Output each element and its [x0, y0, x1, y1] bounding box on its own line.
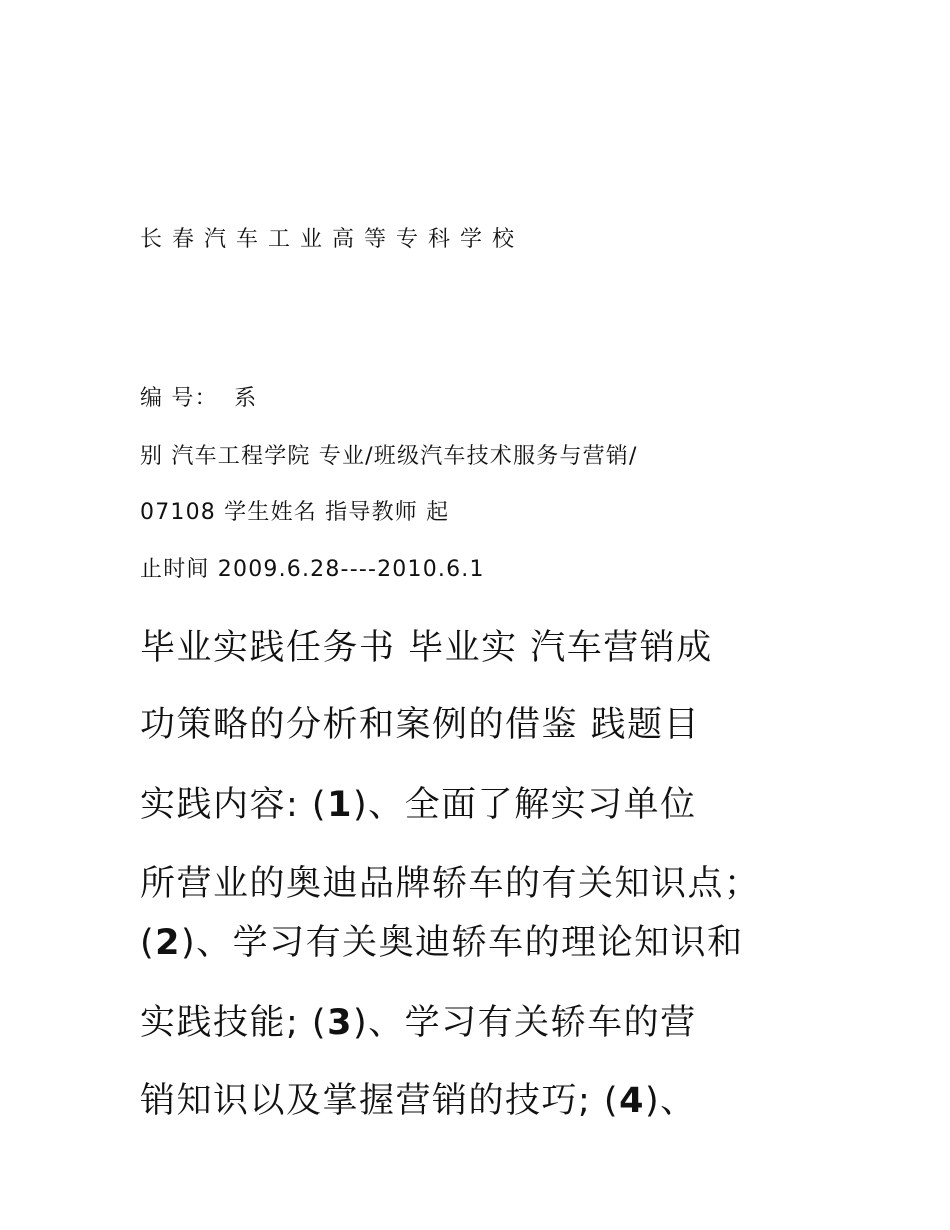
school-name: 长春汽车工业高等专科学校: [140, 227, 525, 252]
item-number: 4: [619, 1081, 645, 1121]
text-run: 毕业实践任务书 毕业实 汽车营销成: [140, 628, 713, 668]
text-run: )、: [644, 1081, 697, 1121]
text-run: )、学习有关轿车的营: [352, 1003, 697, 1043]
text-run: 功策略的分析和案例的借鉴 践题目: [140, 705, 701, 745]
practice-content-line-4: [140, 995, 697, 1045]
practice-content-line-5: [140, 1073, 697, 1123]
info-line-student-teacher: 07108 学生姓名 指导教师 起: [140, 500, 450, 525]
practice-content-line-1: [140, 777, 697, 827]
item-number: 1: [327, 785, 353, 825]
item-number: 2: [155, 923, 182, 963]
text-run: 销知识以及掌握营销的技巧; (: [140, 1081, 620, 1121]
practice-content-line-2: [140, 856, 761, 906]
info-line-number-dept: 编 号： 系: [140, 386, 258, 411]
info-line-period: 止时间 2009.6.28----2010.6.1: [140, 557, 485, 582]
text-run: (: [140, 923, 156, 963]
text-run: )、学习有关奥迪轿车的理论知识和: [181, 923, 744, 963]
info-line-dept-major-class: 别 汽车工程学院 专业/班级汽车技术服务与营销/: [140, 444, 638, 469]
task-title-line: [140, 620, 713, 670]
text-run: 实践技能; (: [140, 1003, 328, 1043]
practice-topic-line: [140, 697, 700, 747]
text-run: )、全面了解实习单位: [352, 785, 697, 825]
practice-content-line-3: [140, 915, 744, 965]
text-run: 所营业的奥迪品牌轿车的有关知识点；: [140, 864, 761, 904]
text-run: 实践内容: (: [140, 785, 328, 825]
item-number: 3: [327, 1003, 353, 1043]
